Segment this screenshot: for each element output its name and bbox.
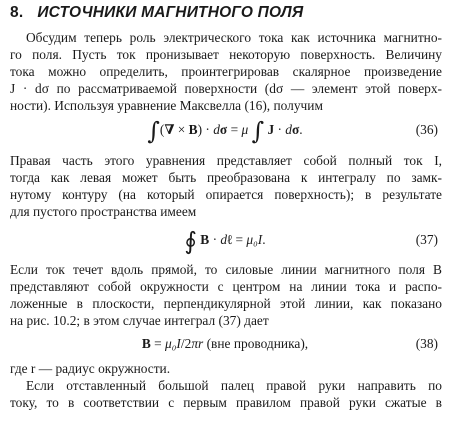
paragraph-line: где r — радиус окружности. (10, 361, 171, 376)
paragraph-line: Если отставленный большой палец правой руки направить по (26, 378, 442, 393)
paragraph-line: нутому контуру (на который опирается поверхность); в результате (10, 187, 442, 202)
paragraph-line: Правая часть этого уравнения представляет собой полный ток I, (10, 153, 442, 168)
paragraph-line: тогда как левая может быть преобразована к интегралу по замк- (10, 170, 442, 185)
section-heading (10, 4, 303, 22)
equation-38 (0, 334, 450, 354)
paragraph-line: для пустого пространства имеем (10, 204, 197, 219)
paragraph-line: Если ток течет вдоль прямой, то силовые линии магнитного поля B (10, 262, 442, 277)
paragraph-line: ложенные в плоскости, перпендикулярной этой линии, как показано (10, 296, 442, 311)
paragraph-line: тока можно определить, проинтегрировав скалярное произведение (10, 64, 442, 79)
equation-number-38: (38) (415, 336, 438, 351)
paragraph-line: представляют собой окружности с центром на линии тока и распо- (10, 279, 442, 294)
section-title: ИСТОЧНИКИ МАГНИТНОГО ПОЛЯ (37, 4, 304, 21)
equation-36-text: ∫(∇ × B) · dσ = μ ∫ J · dσ. (147, 117, 303, 145)
paragraph-line: го поля. Пусть ток пронизывает некоторую поверхность. Величину (10, 47, 442, 62)
equation-38-text: B = μ₀I/2πr (вне проводника), (141, 336, 309, 351)
section-number: 8. (10, 4, 24, 21)
equation-number-36: (36) (415, 122, 438, 137)
equation-37-text: ∮ B · dℓ = μ₀I. (184, 227, 266, 255)
equation-number-37: (37) (415, 232, 438, 247)
paragraph-line: ности). Используя уравнение Максвелла (16), получим (10, 98, 323, 113)
paragraph-line: току, то в соответствии с первым правилом правой руки сжатые в (10, 395, 442, 410)
paragraph-line: J · dσ по рассматриваемой поверхности (dσ — элемент этой поверх- (10, 81, 442, 96)
paragraph-line: на рис. 10.2; в этом случае интеграл (37) дает (10, 313, 269, 328)
equation-37 (0, 227, 450, 255)
equation-36 (0, 117, 450, 145)
paragraph-line: Обсудим теперь роль электрического тока как источника магнитно- (26, 30, 442, 45)
